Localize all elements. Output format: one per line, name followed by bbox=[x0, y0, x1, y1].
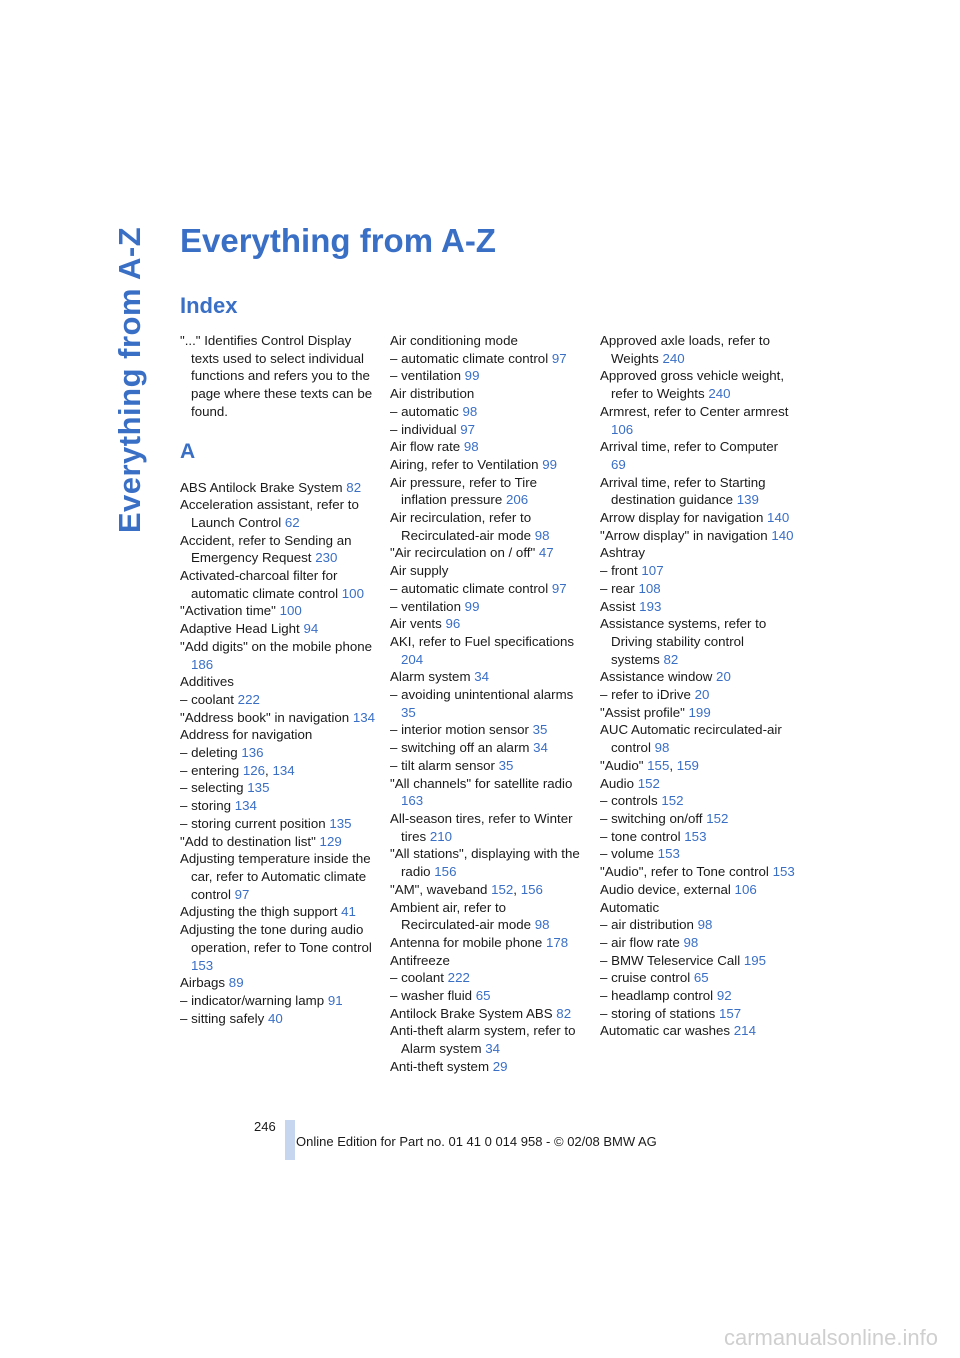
entry-text: Armrest, refer to Center armrest bbox=[600, 403, 789, 419]
page-reference-link[interactable]: 134 bbox=[352, 709, 375, 725]
page-reference-link[interactable]: 97 bbox=[551, 580, 567, 596]
entry-text: "AM", waveband bbox=[390, 881, 488, 897]
page-reference-link[interactable]: 140 bbox=[771, 527, 794, 543]
index-entry: – entering 126, 134 bbox=[180, 762, 295, 778]
index-entry bbox=[180, 974, 376, 992]
entry-text: – storing of stations bbox=[600, 1005, 716, 1021]
entry-text: "Air recirculation on / off" bbox=[390, 545, 536, 561]
index-entry bbox=[390, 332, 586, 350]
entry-text: Antenna for mobile phone bbox=[390, 934, 543, 950]
page-reference-link[interactable]: 98 bbox=[697, 917, 713, 933]
entry-text: All-season tires, refer to Winter tires bbox=[390, 810, 573, 844]
entry-text: – ventilation bbox=[390, 368, 461, 384]
page-reference-link[interactable]: 35 bbox=[401, 704, 416, 720]
page-reference-link[interactable]: 152 bbox=[706, 810, 729, 826]
entry-text: Automatic car washes bbox=[600, 1023, 731, 1039]
page-reference-link[interactable]: 96 bbox=[445, 616, 461, 632]
page-reference-link[interactable]: 159 bbox=[676, 757, 699, 773]
page-reference-link[interactable]: 82 bbox=[556, 1005, 572, 1021]
page-reference-link[interactable]: 240 bbox=[708, 386, 731, 402]
letter-heading: A bbox=[180, 439, 196, 463]
index-entry bbox=[180, 496, 376, 531]
page-reference-link[interactable]: 98 bbox=[534, 527, 550, 543]
footer-bar bbox=[285, 1120, 295, 1160]
index-entry: "Audio" 155, 159 bbox=[600, 757, 699, 773]
page-reference-link[interactable]: 82 bbox=[346, 479, 362, 495]
index-entry bbox=[390, 757, 586, 775]
entry-text: Ambient air, refer to Recirculated-air mode bbox=[390, 899, 532, 933]
entry-text: – avoiding unintentional alarms bbox=[390, 687, 574, 703]
page-reference-link[interactable]: 195 bbox=[743, 952, 767, 968]
entry-text: AUC Automatic recirculated-air control bbox=[600, 722, 782, 756]
index-entry bbox=[600, 438, 796, 473]
entry-text: Address for navigation bbox=[180, 727, 313, 743]
index-entry bbox=[600, 721, 796, 756]
page-reference-link[interactable]: 69 bbox=[611, 456, 626, 472]
page-reference-link[interactable]: 206 bbox=[505, 492, 529, 508]
entry-text: Arrow display for navigation bbox=[600, 510, 764, 526]
entry-text: – automatic bbox=[390, 403, 459, 419]
page-reference-link[interactable]: 134 bbox=[234, 798, 257, 814]
entry-text: – BMW Teleservice Call bbox=[600, 952, 741, 968]
index-entry bbox=[180, 673, 376, 691]
entry-text: Adjusting the tone during audio operation, refer to Tone control bbox=[180, 922, 372, 955]
index-entry: "AM", waveband 152, 156 bbox=[390, 881, 543, 897]
page-reference-link[interactable]: 152 bbox=[637, 775, 660, 791]
index-column-3 bbox=[600, 332, 796, 1040]
entry-text: "Address book" in navigation bbox=[180, 709, 350, 725]
page-reference-link[interactable]: 40 bbox=[267, 1010, 283, 1026]
index-entry bbox=[390, 934, 586, 952]
index-entry bbox=[180, 833, 376, 851]
index-entry bbox=[180, 797, 376, 815]
index-entry bbox=[390, 403, 586, 421]
page-reference-link[interactable]: 94 bbox=[303, 621, 319, 637]
index-entry bbox=[390, 474, 586, 509]
index-entry bbox=[390, 385, 586, 403]
index-entry bbox=[390, 686, 586, 721]
entry-text: – deleting bbox=[180, 745, 238, 761]
page-number: 246 bbox=[254, 1119, 276, 1134]
page-reference-link[interactable]: 97 bbox=[551, 350, 567, 366]
page-reference-link[interactable]: 82 bbox=[663, 651, 679, 667]
page-reference-link[interactable]: 222 bbox=[237, 691, 260, 707]
entry-text: "All stations", displaying with the radio bbox=[390, 846, 580, 880]
section-title: Index bbox=[180, 293, 238, 318]
index-entry bbox=[390, 421, 586, 439]
entry-text: Air supply bbox=[390, 563, 449, 579]
index-entry bbox=[600, 562, 796, 580]
entry-text: "Add to destination list" bbox=[180, 833, 316, 849]
index-entry bbox=[180, 921, 376, 974]
index-entry bbox=[180, 744, 376, 762]
index-entry bbox=[390, 598, 586, 616]
entry-text: AKI, refer to Fuel specifications bbox=[390, 633, 575, 649]
index-entry bbox=[180, 1010, 376, 1028]
index-entry bbox=[180, 479, 376, 497]
page-reference-link[interactable]: 214 bbox=[733, 1023, 756, 1039]
entry-text: Airbags bbox=[180, 975, 226, 991]
page-reference-link[interactable]: 91 bbox=[327, 992, 343, 1008]
index-entry bbox=[600, 598, 796, 616]
index-entry bbox=[600, 916, 796, 934]
page-reference-link[interactable]: 178 bbox=[546, 934, 569, 950]
entry-text: – front bbox=[600, 563, 638, 579]
page-reference-link[interactable]: 100 bbox=[341, 585, 364, 601]
entry-text: Anti-theft system bbox=[390, 1058, 490, 1074]
index-entry bbox=[180, 567, 376, 602]
page-reference-link[interactable]: 135 bbox=[247, 780, 270, 796]
index-entry bbox=[600, 952, 796, 970]
index-entry bbox=[390, 845, 586, 880]
entry-text: Antifreeze bbox=[390, 952, 450, 968]
page-reference-link[interactable]: 98 bbox=[654, 740, 670, 756]
page-reference-link[interactable]: 34 bbox=[533, 740, 548, 756]
entry-text: Air pressure, refer to Tire inflation pressure bbox=[390, 474, 538, 508]
index-entry bbox=[600, 367, 796, 402]
index-entry bbox=[390, 899, 586, 934]
entry-text: Arrival time, refer to Computer bbox=[600, 439, 779, 455]
entry-text: "Add digits" on the mobile phone bbox=[180, 638, 373, 654]
entry-text: Assist bbox=[600, 598, 636, 614]
page-reference-link[interactable]: 155 bbox=[647, 757, 670, 773]
page-reference-link[interactable]: 97 bbox=[234, 886, 250, 902]
page-reference-link[interactable]: 20 bbox=[694, 687, 710, 703]
entry-text: Automatic bbox=[600, 899, 660, 915]
page-reference-link[interactable]: 89 bbox=[228, 975, 244, 991]
entry-text: Air recirculation, refer to Recirculated-air mode bbox=[390, 510, 532, 543]
index-entry bbox=[180, 620, 376, 638]
page-reference-link[interactable]: 47 bbox=[538, 545, 554, 561]
index-entry bbox=[600, 474, 796, 509]
entry-text: Air vents bbox=[390, 616, 442, 632]
index-entry bbox=[390, 562, 586, 580]
entry-text: – air distribution bbox=[600, 917, 694, 933]
page-reference-link[interactable]: 108 bbox=[638, 580, 661, 596]
entry-text: "Audio", refer to Tone control bbox=[600, 864, 769, 880]
index-entry bbox=[600, 527, 796, 545]
index-entry bbox=[600, 403, 796, 438]
entry-text: "Assist profile" bbox=[600, 704, 685, 720]
page-reference-link[interactable]: 20 bbox=[716, 669, 731, 685]
index-entry bbox=[180, 992, 376, 1010]
index-entry bbox=[600, 828, 796, 846]
page-reference-link[interactable]: 100 bbox=[279, 603, 302, 619]
index-entry bbox=[390, 775, 586, 810]
page-reference-link[interactable]: 65 bbox=[475, 988, 491, 1004]
entry-text: – entering bbox=[180, 762, 240, 778]
index-entry bbox=[600, 899, 796, 917]
page-reference-link[interactable]: 140 bbox=[767, 510, 790, 526]
page-reference-link[interactable]: 156 bbox=[520, 881, 543, 897]
index-entry bbox=[600, 934, 796, 952]
intro-text: "..." Identifies Control Display texts used to select individual functions and refers you to the page where these texts can be found. bbox=[180, 333, 373, 419]
index-entry bbox=[600, 615, 796, 668]
page-reference-link[interactable]: 152 bbox=[661, 793, 684, 809]
index-entry bbox=[180, 709, 376, 727]
index-entry bbox=[390, 633, 586, 668]
index-entry bbox=[390, 810, 586, 845]
entry-text: Additives bbox=[180, 674, 234, 690]
page-reference-link[interactable]: 129 bbox=[319, 833, 342, 849]
entry-text: – tone control bbox=[600, 828, 681, 844]
entry-text: – refer to iDrive bbox=[600, 687, 691, 703]
page-reference-link[interactable]: 152 bbox=[491, 881, 514, 897]
index-entry bbox=[180, 850, 376, 903]
index-entry bbox=[390, 367, 586, 385]
entry-text: Approved axle loads, refer to Weights bbox=[600, 333, 771, 366]
index-column-1 bbox=[180, 332, 376, 1027]
page-reference-link[interactable]: 35 bbox=[532, 722, 548, 738]
entry-text: – individual bbox=[390, 421, 457, 437]
entry-text: Audio bbox=[600, 775, 635, 791]
index-entry bbox=[600, 668, 796, 686]
index-entry bbox=[390, 1022, 586, 1057]
page-reference-link[interactable]: 98 bbox=[462, 403, 478, 419]
entry-text: Airing, refer to Ventilation bbox=[390, 456, 539, 472]
page-reference-link[interactable]: 193 bbox=[639, 598, 662, 614]
entry-text: – coolant bbox=[180, 691, 234, 707]
index-entry bbox=[600, 863, 796, 881]
entry-text: Assistance window bbox=[600, 669, 713, 685]
page-reference-link[interactable]: 107 bbox=[641, 563, 664, 579]
index-entry bbox=[180, 602, 376, 620]
index-entry bbox=[180, 815, 376, 833]
index-entry bbox=[390, 952, 586, 970]
page-reference-link[interactable]: 98 bbox=[534, 917, 550, 933]
entry-text: – headlamp control bbox=[600, 988, 714, 1004]
page-reference-link[interactable]: 153 bbox=[657, 846, 680, 862]
entry-text: – indicator/warning lamp bbox=[180, 992, 325, 1008]
index-entry bbox=[180, 779, 376, 797]
index-entry bbox=[390, 456, 586, 474]
page-reference-link[interactable]: 163 bbox=[401, 793, 424, 809]
index-entry bbox=[600, 1005, 796, 1023]
page-reference-link[interactable]: 99 bbox=[542, 456, 558, 472]
entry-text: – rear bbox=[600, 580, 635, 596]
page-reference-link[interactable]: 35 bbox=[498, 757, 514, 773]
index-entry bbox=[390, 668, 586, 686]
page-reference-link[interactable]: 98 bbox=[683, 934, 699, 950]
index-entry bbox=[180, 903, 376, 921]
page-reference-link[interactable]: 34 bbox=[485, 1041, 501, 1057]
index-entry bbox=[390, 350, 586, 368]
entry-text: Adjusting the thigh support bbox=[180, 904, 338, 920]
entry-text: Acceleration assistant, refer to Launch Control bbox=[180, 497, 359, 530]
entry-text: – automatic climate control bbox=[390, 580, 549, 596]
index-entry bbox=[600, 332, 796, 367]
page-reference-link[interactable]: 153 bbox=[684, 828, 707, 844]
page-reference-link[interactable]: 153 bbox=[191, 957, 214, 973]
page-title: Everything from A-Z bbox=[180, 222, 496, 259]
footer-text: Online Edition for Part no. 01 41 0 014 958 - © 02/08 BMW AG bbox=[296, 1134, 657, 1149]
entry-text: – tilt alarm sensor bbox=[390, 757, 495, 773]
index-column-2 bbox=[390, 332, 586, 1076]
entry-text: Adaptive Head Light bbox=[180, 621, 300, 637]
entry-text: – air flow rate bbox=[600, 934, 680, 950]
page-reference-link[interactable]: 157 bbox=[719, 1005, 742, 1021]
page-reference-link[interactable]: 210 bbox=[429, 828, 453, 844]
page-reference-link[interactable]: 199 bbox=[688, 704, 711, 720]
entry-text: "Activation time" bbox=[180, 603, 276, 619]
entry-text: – automatic climate control bbox=[390, 350, 549, 366]
index-entry bbox=[600, 810, 796, 828]
page-reference-link[interactable]: 62 bbox=[284, 514, 300, 530]
entry-text: Activated-charcoal filter for automatic climate control bbox=[180, 568, 339, 601]
page-reference-link[interactable]: 135 bbox=[329, 815, 352, 831]
index-entry bbox=[180, 726, 376, 744]
index-entry bbox=[600, 686, 796, 704]
entry-text: – ventilation bbox=[390, 598, 461, 614]
page-reference-link[interactable]: 97 bbox=[460, 421, 476, 437]
index-entry bbox=[390, 544, 586, 562]
entry-text: – sitting safely bbox=[180, 1010, 265, 1026]
side-tab bbox=[100, 226, 160, 534]
column-1-entries bbox=[180, 479, 376, 1028]
entry-text: – storing current position bbox=[180, 815, 326, 831]
page-reference-link[interactable]: 98 bbox=[463, 439, 479, 455]
page-reference-link[interactable]: 153 bbox=[772, 864, 795, 880]
index-entry bbox=[600, 509, 796, 527]
index-entry bbox=[600, 792, 796, 810]
entry-text: ABS Antilock Brake System bbox=[180, 479, 343, 495]
entry-text: Air distribution bbox=[390, 386, 475, 402]
page-reference-link[interactable]: 29 bbox=[492, 1058, 508, 1074]
entry-text: Adjusting temperature inside the car, refer to Automatic climate control bbox=[180, 851, 371, 902]
entry-text: – switching off an alarm bbox=[390, 740, 530, 756]
index-entry bbox=[390, 580, 586, 598]
entry-text: "Audio" bbox=[600, 757, 644, 773]
index-entry bbox=[390, 1058, 586, 1076]
page-reference-link[interactable]: 92 bbox=[716, 988, 732, 1004]
index-entry bbox=[390, 1005, 586, 1023]
index-entry bbox=[390, 739, 586, 757]
page-reference-link[interactable]: 65 bbox=[693, 970, 709, 986]
page-reference-link[interactable]: 240 bbox=[662, 350, 685, 366]
page-reference-link[interactable]: 139 bbox=[736, 492, 759, 508]
index-entry bbox=[600, 775, 796, 793]
entry-text: – selecting bbox=[180, 780, 244, 796]
entry-text: – storing bbox=[180, 798, 231, 814]
entry-text: – interior motion sensor bbox=[390, 722, 529, 738]
watermark: carmanualsonline.info bbox=[723, 1325, 938, 1350]
index-entry bbox=[600, 1022, 796, 1040]
index-entry bbox=[600, 969, 796, 987]
index-entry bbox=[600, 704, 796, 722]
side-tab-label: Everything from A-Z bbox=[112, 226, 148, 534]
page-reference-link[interactable]: 156 bbox=[434, 864, 457, 880]
page-reference-link[interactable]: 34 bbox=[474, 669, 490, 685]
index-entry bbox=[600, 845, 796, 863]
index-entry bbox=[390, 969, 586, 987]
entry-text: – controls bbox=[600, 793, 658, 809]
entry-text: – cruise control bbox=[600, 970, 691, 986]
page-reference-link[interactable]: 136 bbox=[241, 745, 264, 761]
entry-text: – washer fluid bbox=[390, 988, 473, 1004]
entry-text: Ashtray bbox=[600, 545, 646, 561]
index-entry bbox=[390, 721, 586, 739]
index-entry bbox=[390, 987, 586, 1005]
page-reference-link[interactable]: 106 bbox=[734, 881, 757, 897]
entry-text: Anti-theft alarm system, refer to Alarm system bbox=[390, 1023, 576, 1057]
entry-text: – volume bbox=[600, 846, 654, 862]
index-entry bbox=[600, 987, 796, 1005]
entry-text: Audio device, external bbox=[600, 881, 731, 897]
index-entry bbox=[390, 438, 586, 456]
entry-text: Accident, refer to Sending an Emergency Request bbox=[180, 532, 352, 566]
page-reference-link[interactable]: 41 bbox=[341, 904, 356, 920]
page-reference-link[interactable]: 222 bbox=[447, 970, 470, 986]
page-reference-link[interactable]: 186 bbox=[191, 656, 214, 672]
index-entry bbox=[600, 881, 796, 899]
entry-text: Antilock Brake System ABS bbox=[390, 1005, 553, 1021]
entry-text: Alarm system bbox=[390, 669, 471, 685]
index-entry bbox=[600, 544, 796, 562]
entry-text: "All channels" for satellite radio bbox=[390, 775, 573, 791]
entry-text: Assistance systems, refer to Driving stability control systems bbox=[600, 616, 767, 667]
entry-text: Arrival time, refer to Starting destination guidance bbox=[600, 474, 766, 508]
entry-text: – coolant bbox=[390, 970, 444, 986]
index-entry bbox=[390, 509, 586, 544]
page-reference-link[interactable]: 106 bbox=[611, 421, 634, 437]
page-reference-link[interactable]: 99 bbox=[464, 368, 480, 384]
entry-text: Approved gross vehicle weight, refer to Weights bbox=[600, 368, 785, 402]
page-reference-link[interactable]: 204 bbox=[401, 651, 424, 667]
page-reference-link[interactable]: 230 bbox=[315, 550, 338, 566]
page-reference-link[interactable]: 99 bbox=[464, 598, 480, 614]
page-reference-link[interactable]: 134 bbox=[272, 762, 295, 778]
page-reference-link[interactable]: 126 bbox=[242, 762, 266, 778]
index-entry bbox=[390, 615, 586, 633]
entry-text: Air flow rate bbox=[390, 439, 461, 455]
index-entry bbox=[180, 532, 376, 567]
index-entry bbox=[600, 580, 796, 598]
entry-text: – switching on/off bbox=[600, 810, 703, 826]
entry-text: Air conditioning mode bbox=[390, 333, 518, 348]
entry-text: "Arrow display" in navigation bbox=[600, 527, 768, 543]
index-entry bbox=[180, 638, 376, 673]
index-entry bbox=[180, 691, 376, 709]
